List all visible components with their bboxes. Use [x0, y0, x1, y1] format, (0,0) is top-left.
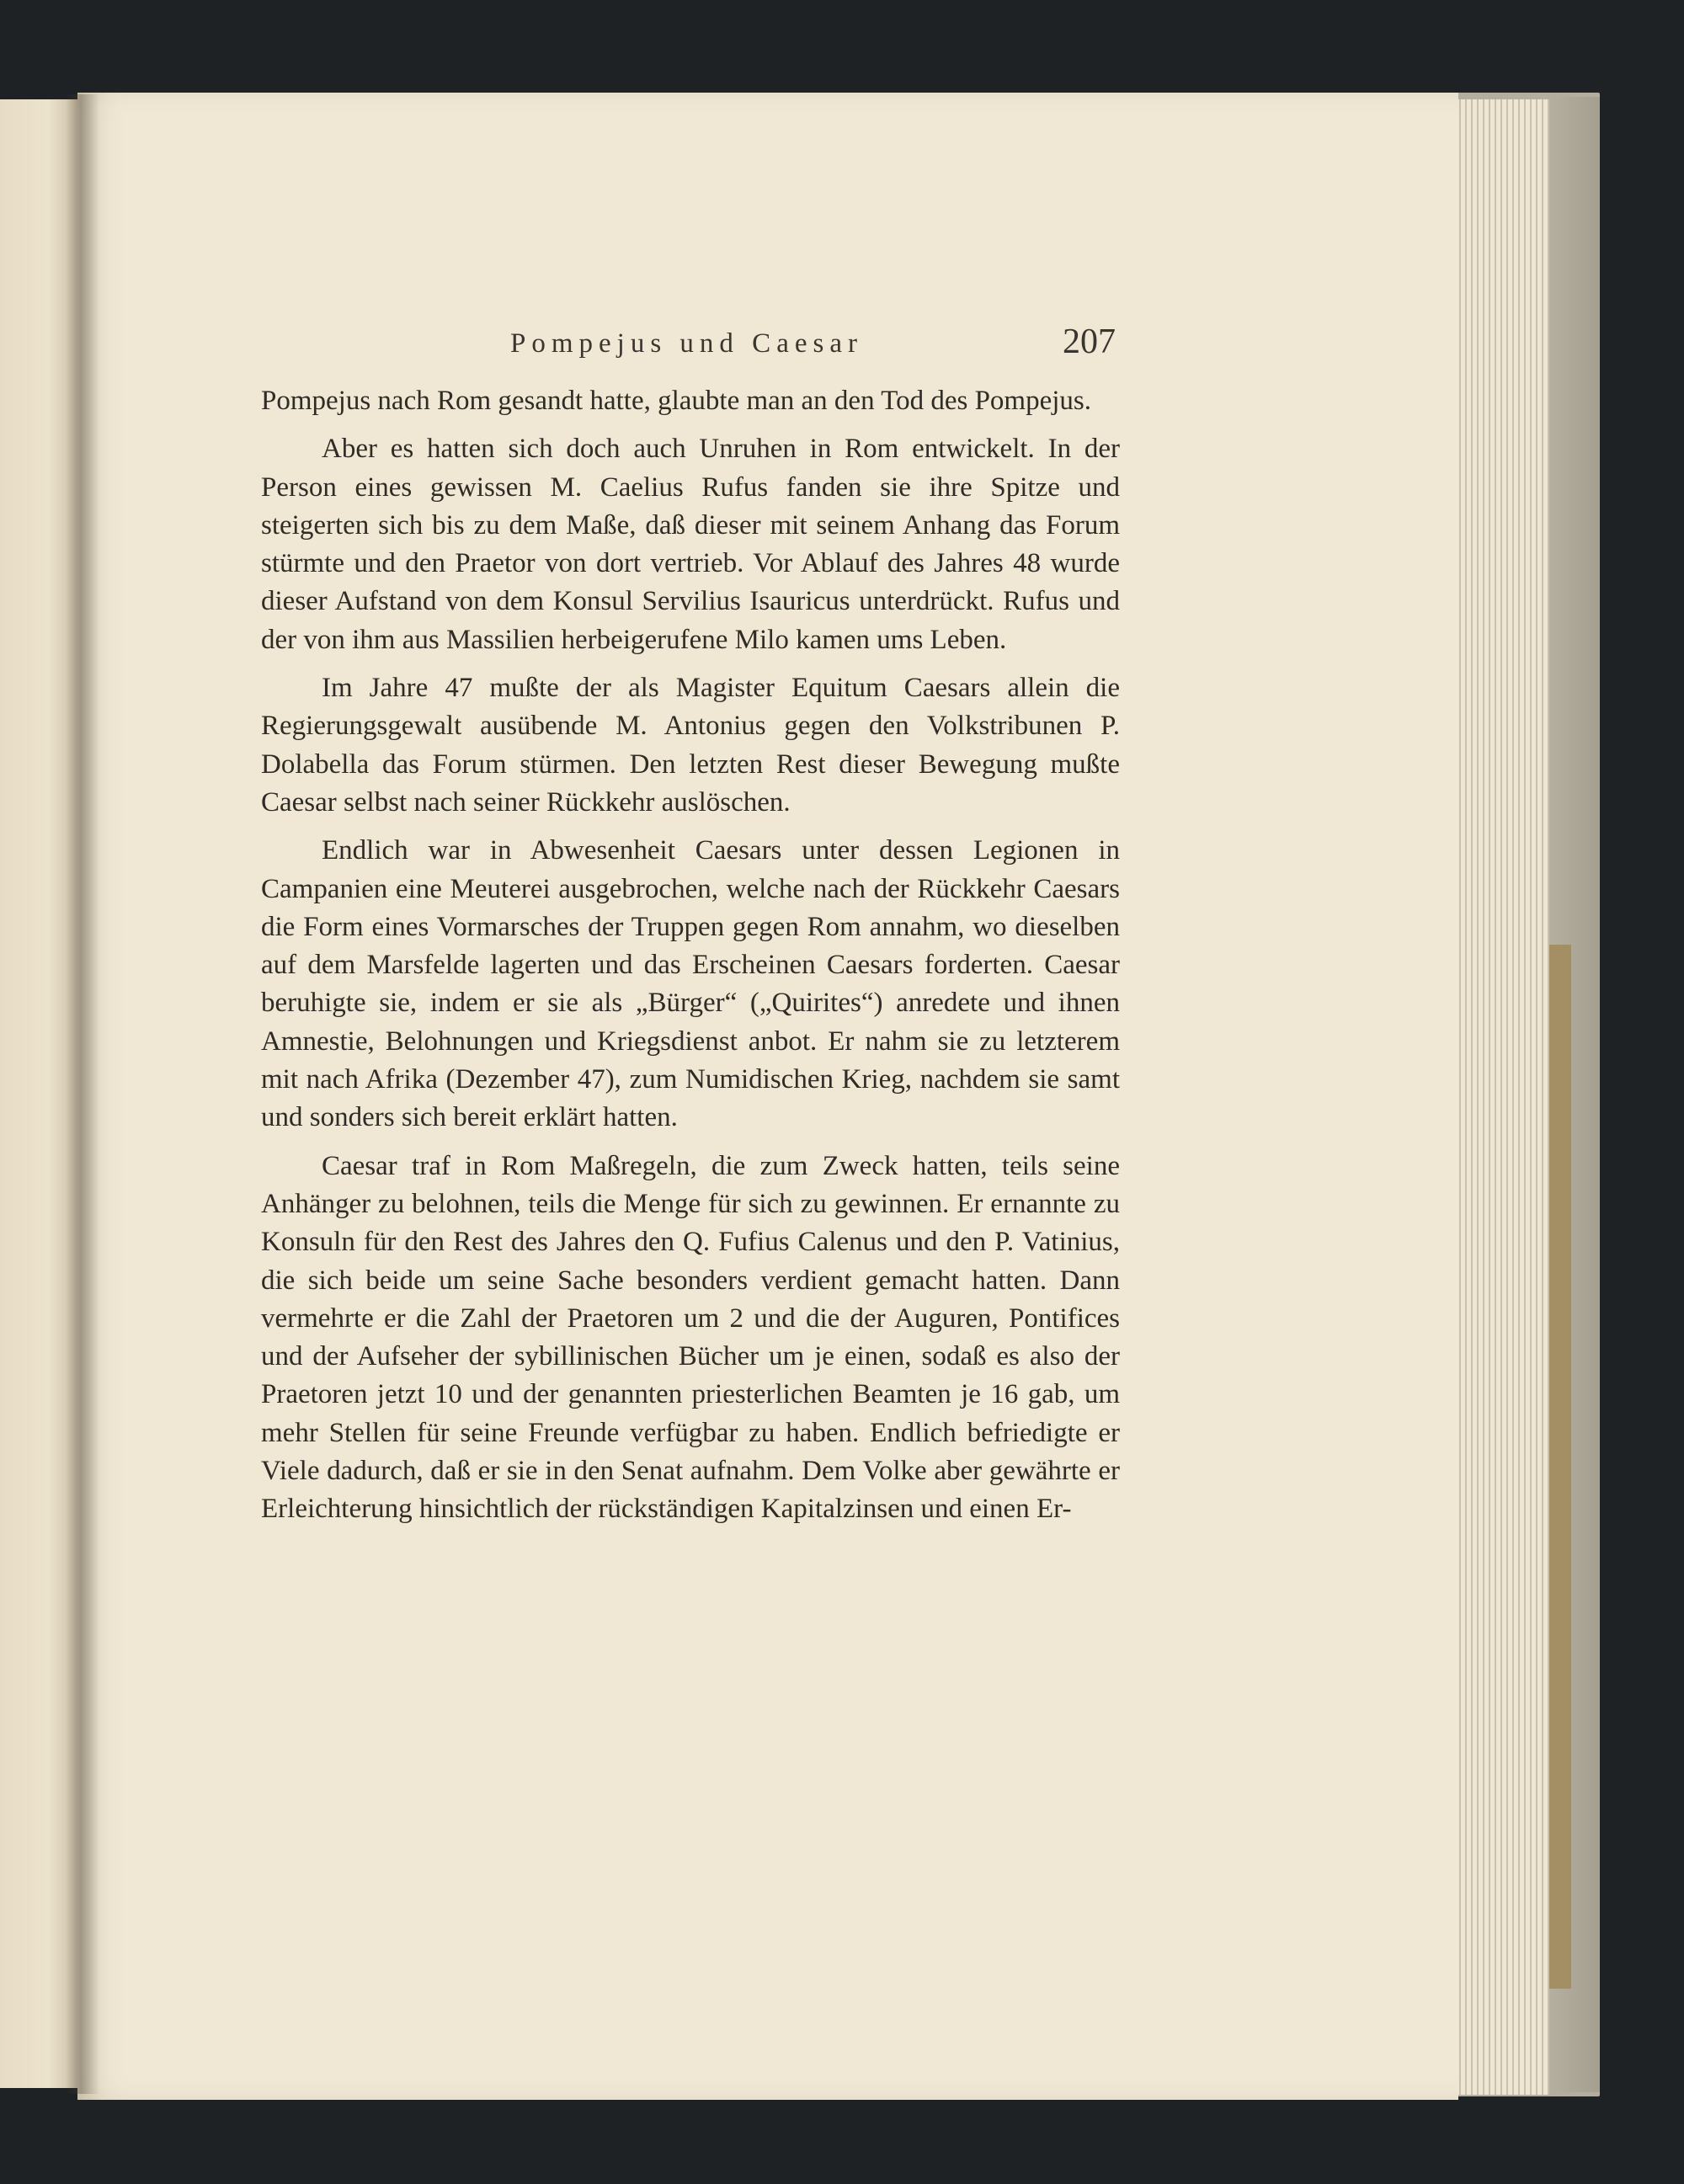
- paragraph: Im Jahre 47 mußte der als Magister Equitum Caesars allein die Regierungsgewalt ausübende M. Antonius gegen den Volkstribunen P. Dolabella das Forum stürmen. Den letzten Rest dieser Bewegung mußte Caesar selbst nach seiner Rückkehr auslöschen.: [261, 673, 1120, 818]
- body-text: [261, 382, 1120, 1539]
- paragraph: Caesar traf in Rom Maßregeln, die zum Zweck hatten, teils seine Anhänger zu belohnen, teils die Menge für sich zu gewinnen. Er ernannte zu Konsuln für den Rest des Jahres den Q. Fufius Calenus und den P. Vatinius, die sich beide um seine Sache besonders verdient gemacht hatten. Dann vermehrte er die Zahl der Praetoren um 2 und die der Auguren, Pontifices und der Aufseher der sybillinischen Bücher um je einen, sodaß es also der Praetoren jetzt 10 und der genannten priesterlichen Beamten je 16 gab, um mehr Stellen für seine Freunde verfügbar zu haben. Endlich befriedigte er Viele dadurch, daß er sie in den Senat aufnahm. Dem Volke aber gewährte er Erleichterung hinsichtlich der rückständigen Kapitalzinsen und einen Er-: [261, 1150, 1120, 1525]
- paragraph: Endlich war in Abwesenheit Caesars unter dessen Legionen in Campanien eine Meuterei ausgebrochen, welche nach der Rückkehr Caesars die Form eines Vormarsches der Truppen gegen Rom annahm, wo dieselben auf dem Marsfelde lagerten und das Erscheinen Caesars forderten. Caesar beruhigte sie, indem er sie als „Bürger“ („Quirites“) anredete und ihnen Amnestie, Belohnungen und Kriegsdienst anbot. Er nahm sie zu letzterem mit nach Afrika (Dezember 47), zum Numidischen Krieg, nachdem sie samt und sonders sich bereit erklärt hatten.: [261, 835, 1120, 1133]
- paragraph: Pompejus nach Rom gesandt hatte, glaubte man an den Tod des Pompejus.: [261, 386, 1092, 416]
- page-gutter: [66, 94, 99, 2094]
- page-number: 207: [1063, 322, 1116, 361]
- cover-tab: [1546, 945, 1571, 1989]
- paragraph: Aber es hatten sich doch auch Unruhen in Rom entwickelt. In der Person eines gewissen M. Caelius Rufus fanden sie ihre Spitze und steigerten sich bis zu dem Maße, daß dieser mit seinem Anhang das Forum stürmte und den Praetor von dort vertrieb. Vor Ablauf des Jahres 48 wurde dieser Aufstand von dem Konsul Servilius Isauricus unterdrückt. Rufus und der von ihm aus Massilien herbeigerufene Milo kamen ums Leben.: [261, 434, 1120, 655]
- running-head: Pompejus und Caesar: [510, 328, 863, 359]
